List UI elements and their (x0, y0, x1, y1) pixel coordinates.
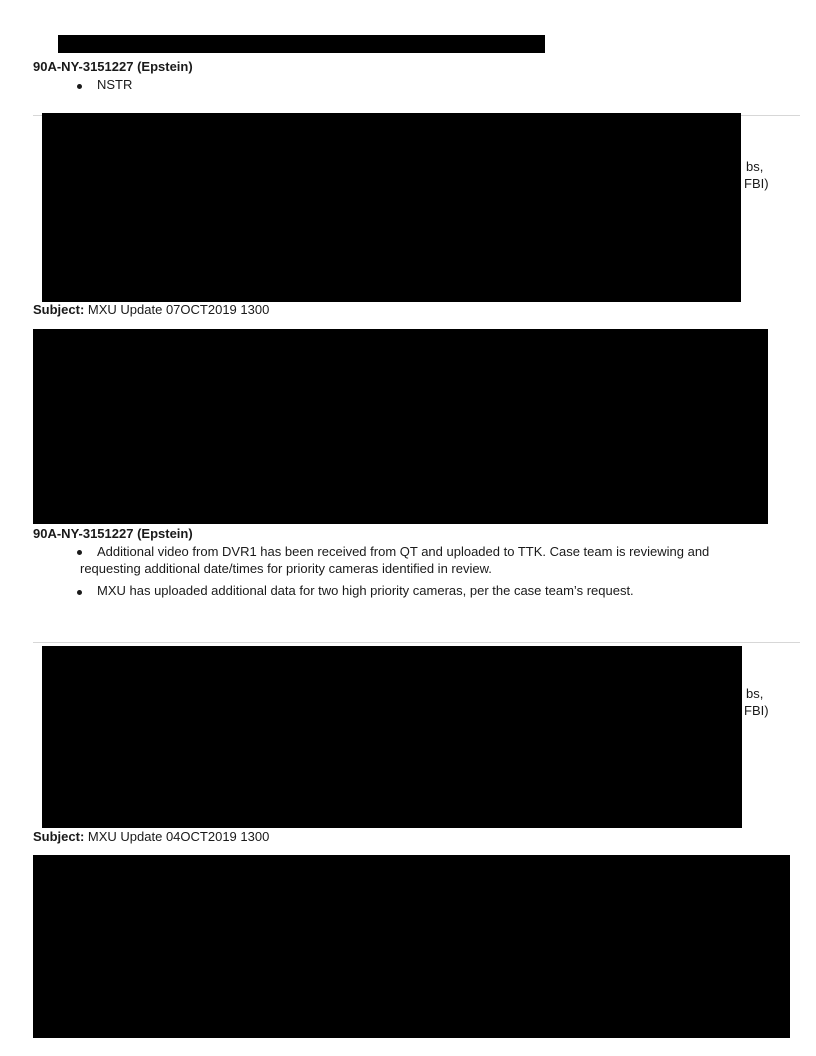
redaction-bar (58, 35, 545, 53)
bullet-icon (77, 550, 82, 555)
partial-visible-text: bs, (746, 686, 764, 701)
bullet-icon (77, 590, 82, 595)
email-divider (33, 642, 800, 643)
redacted-email-body (33, 855, 790, 1038)
case-number-heading: 90A-NY-3151227 (Epstein) (33, 526, 193, 541)
bullet-text-line: requesting additional date/times for priority cameras identified in review. (80, 561, 492, 576)
subject-label: Subject: (33, 302, 85, 317)
redacted-email-header (42, 113, 741, 302)
partial-visible-text: FBI) (744, 176, 769, 191)
bullet-text (97, 543, 787, 560)
bullet-text-line: Additional video from DVR1 has been received from QT and uploaded to TTK. Case team is reviewing and (97, 544, 710, 559)
subject-text: MXU Update 04OCT2019 1300 (87, 829, 270, 844)
redacted-email-header (42, 646, 742, 828)
email-subject-line (33, 302, 269, 317)
partial-visible-text: bs, (746, 159, 764, 174)
bullet-text-continuation (80, 560, 780, 577)
subject-text: MXU Update 07OCT2019 1300 (87, 302, 270, 317)
bullet-text: NSTR (97, 77, 133, 92)
bullet-text: MXU has uploaded additional data for two high priority cameras, per the case team’s request. (97, 583, 634, 598)
email-subject-line (33, 829, 269, 844)
redacted-email-body (33, 329, 768, 524)
bullet-icon (77, 84, 82, 89)
case-number-heading: 90A-NY-3151227 (Epstein) (33, 59, 193, 74)
partial-visible-text: FBI) (744, 703, 769, 718)
subject-label: Subject: (33, 829, 85, 844)
